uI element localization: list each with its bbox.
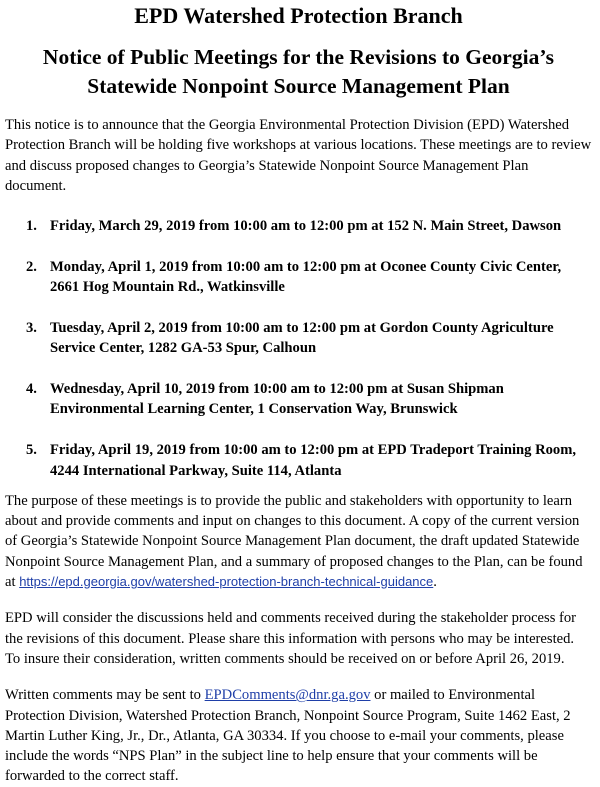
written-after-text: or mailed to Environmental Protection Division, Watershed Protection Branch, Nonpoint Source Program, Suite 1462 East, 2 Martin Luther King, Jr., Dr., Atlanta, GA 30334. If you choose to e-mail your comments, please include the words “NPS Plan” in the subject line to help ensure that your comments will be forwarded to the correct staff. xyxy=(5,687,571,785)
meeting-text: Tuesday, April 2, 2019 from 10:00 am to 12:00 pm at Gordon County Agriculture Service Center, 1282 GA-53 Spur, Calhoun xyxy=(50,320,554,357)
meeting-item xyxy=(5,318,592,359)
meeting-item xyxy=(5,216,592,236)
meeting-text: Wednesday, April 10, 2019 from 10:00 am to 12:00 pm at Susan Shipman Environmental Learning Center, 1 Conservation Way, Brunswick xyxy=(50,381,504,418)
notice-title: Notice of Public Meetings for the Revisions to Georgia’s Statewide Nonpoint Source Management Plan xyxy=(42,45,555,98)
purpose-end: . xyxy=(433,574,437,591)
meeting-text: Monday, April 1, 2019 from 10:00 am to 12:00 pm at Oconee County Civic Center, 2661 Hog Mountain Rd., Watkinsville xyxy=(50,258,562,296)
intro-paragraph: This notice is to announce that the Georgia Environmental Protection Division (EPD) Watershed Protection Branch will be holding five workshops at various locations. These meetings are to review and discuss proposed changes to Georgia’s Statewide Nonpoint Source Management Plan document. xyxy=(5,117,592,194)
meeting-number: 1. xyxy=(26,218,37,235)
meeting-item xyxy=(5,379,592,420)
purpose-paragraph xyxy=(5,491,592,592)
meeting-text: Friday, April 19, 2019 from 10:00 am to 12:00 pm at EPD Tradeport Training Room, 4244 International Parkway, Suite 114, Atlanta xyxy=(50,442,577,479)
meeting-number: 2. xyxy=(26,258,37,275)
meeting-number: 5. xyxy=(26,442,37,459)
email-link[interactable]: EPDComments@dnr.ga.gov xyxy=(204,687,371,704)
written-comments-paragraph xyxy=(5,685,592,786)
meeting-list xyxy=(5,216,592,481)
purpose-text: The purpose of these meetings is to provide the public and stakeholders with opportunity to learn about and provide comments and input on changes to this document. A copy of the current version of Georgia’s Statewide Nonpoint Source Management Plan document, the draft updated Statewide Nonpoint Source Management Plan, and a summary of proposed changes to the Plan, can be found at xyxy=(5,492,583,591)
meeting-number: 4. xyxy=(26,381,37,398)
meeting-item xyxy=(5,257,592,298)
meeting-number: 3. xyxy=(26,320,37,337)
meeting-item xyxy=(5,440,592,481)
written-before-text: Written comments may be sent to xyxy=(5,687,205,704)
consideration-paragraph: EPD will consider the discussions held and comments received during the stakeholder process for the revisions of this document. Please share this information with persons who may be interested. To insure their consideration, written comments should be received on or before April 26, 2019. xyxy=(5,610,577,667)
branch-heading: EPD Watershed Protection Branch xyxy=(134,3,463,28)
guidance-link[interactable]: https://epd.georgia.gov/watershed-protection-branch-technical-guidance xyxy=(19,574,434,590)
meeting-text: Friday, March 29, 2019 from 10:00 am to 12:00 pm at 152 N. Main Street, Dawson xyxy=(50,218,562,235)
